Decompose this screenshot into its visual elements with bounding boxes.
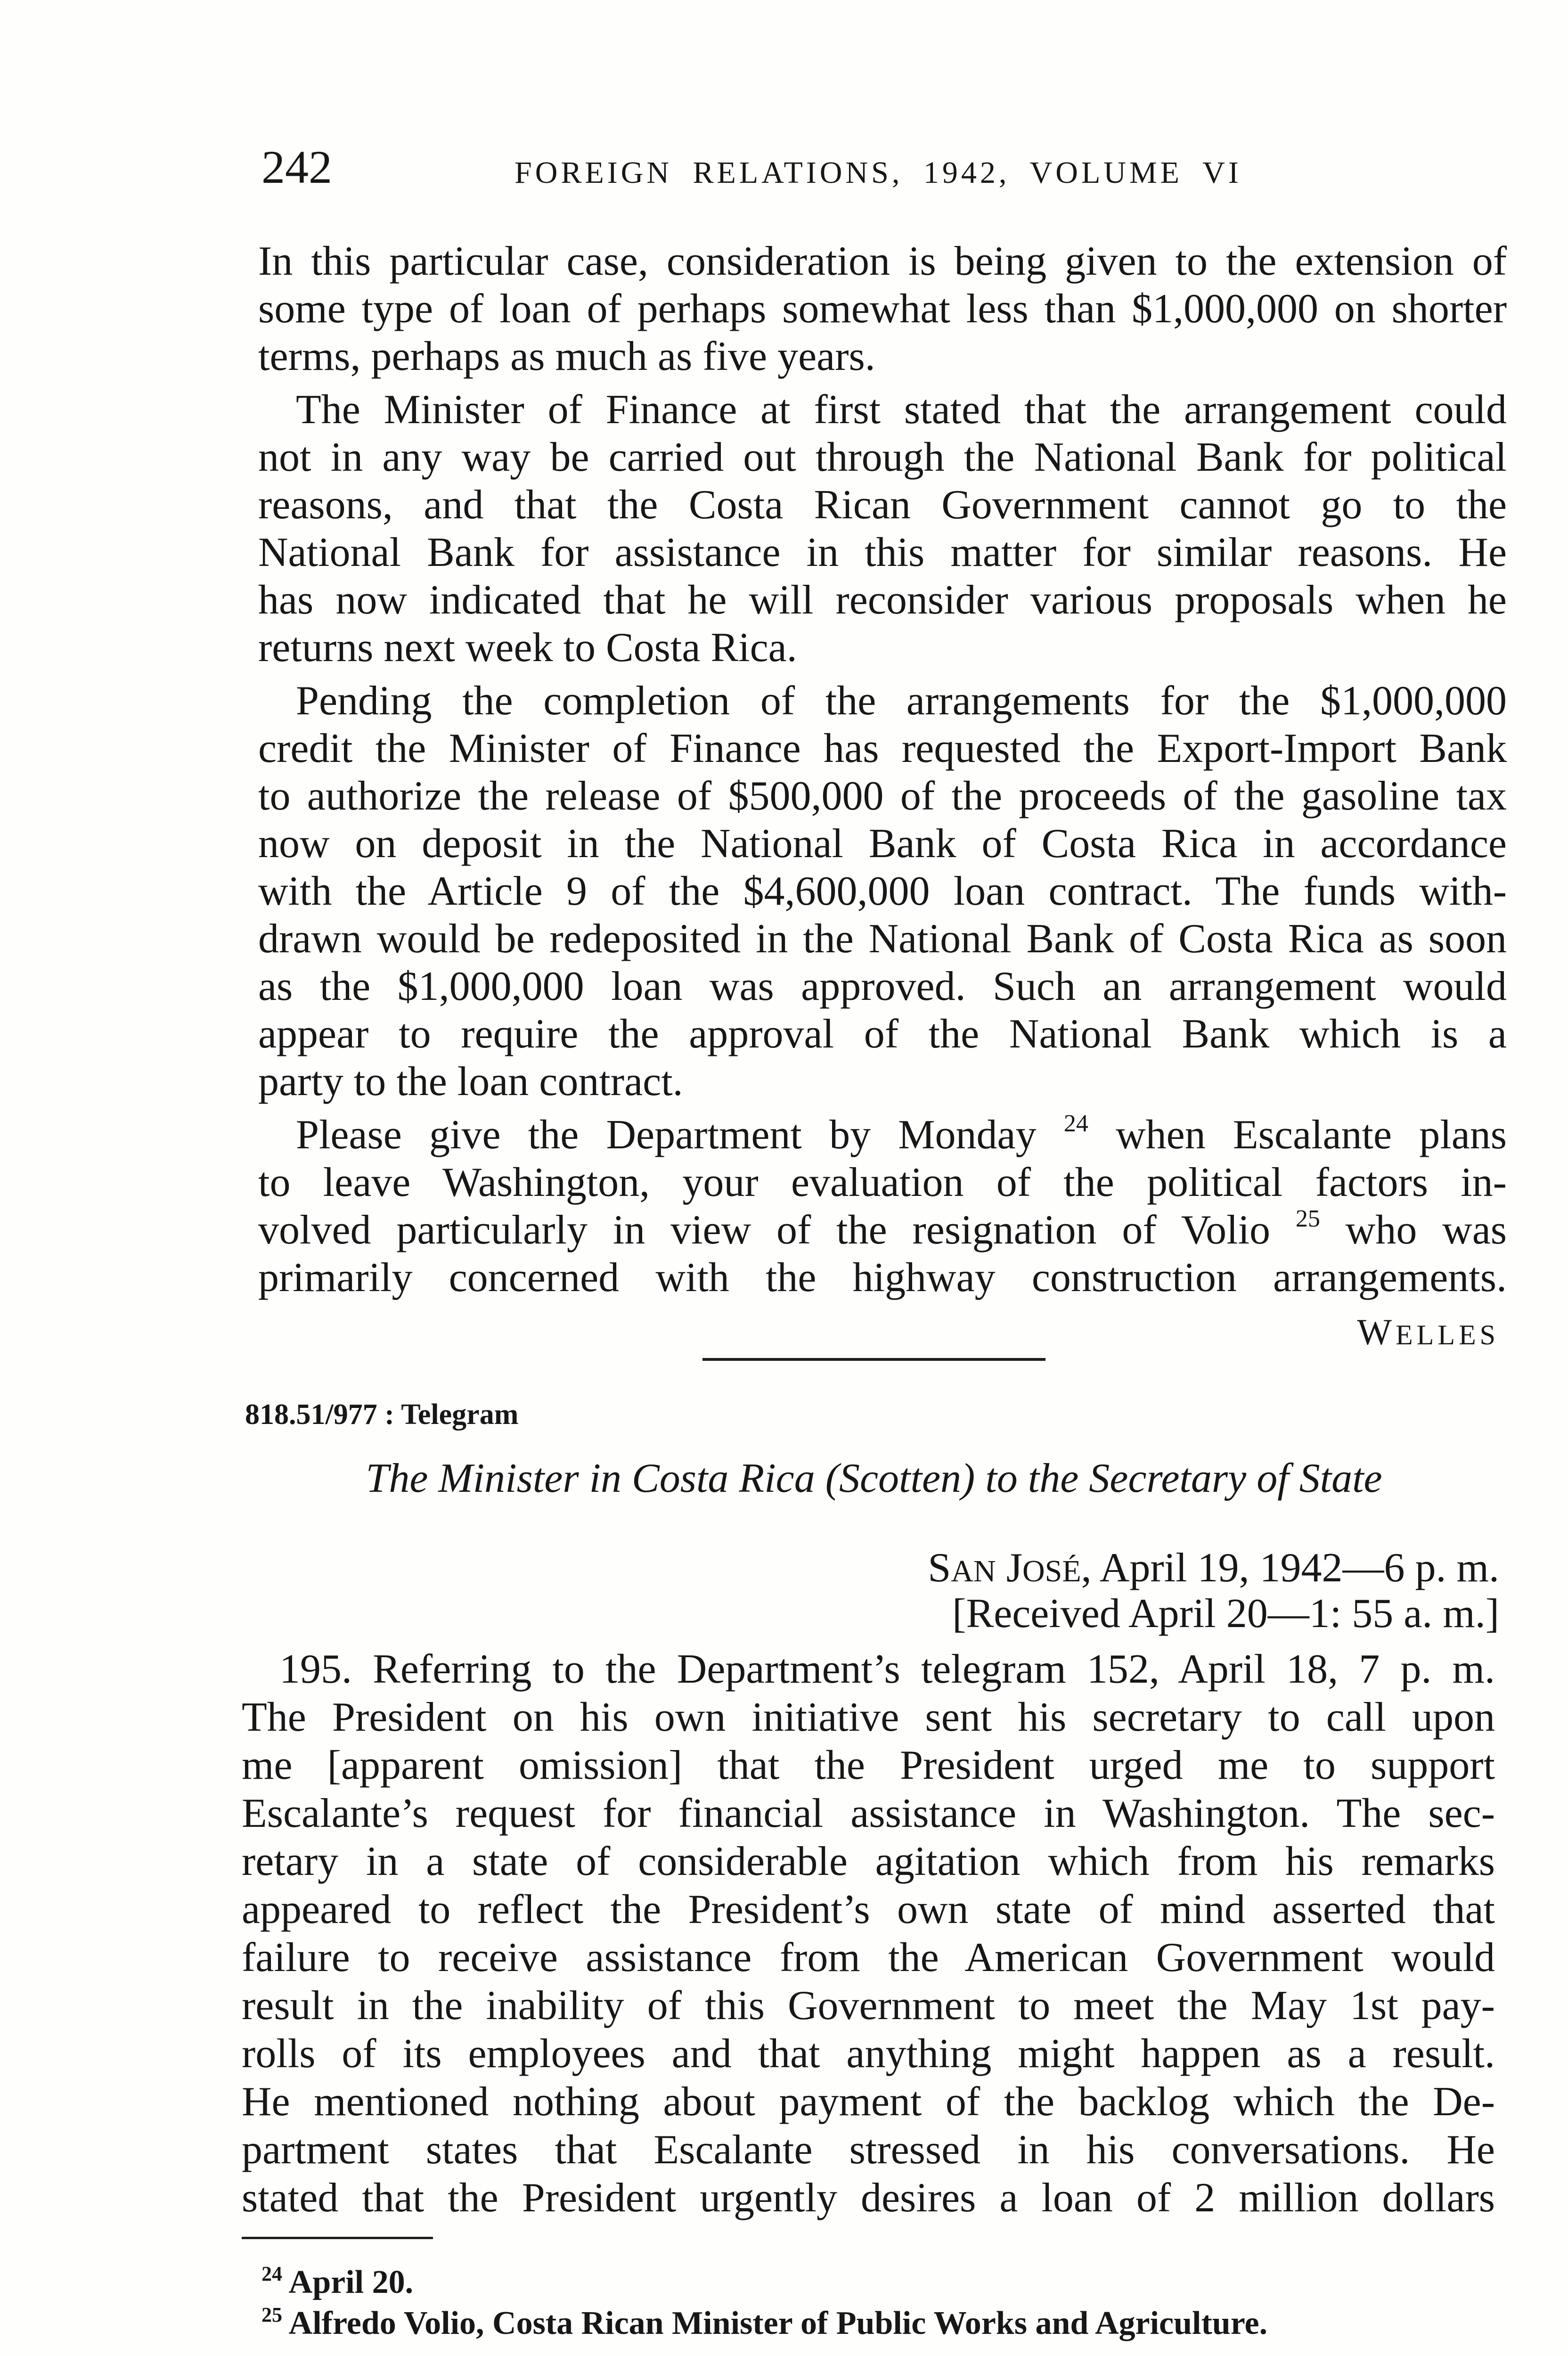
body-line: to leave Washington, your evaluation of the political factors in- (258, 1160, 1507, 1205)
body-line (258, 1206, 1507, 1254)
body-line: to authorize the release of $500,000 of the proceeds of the gasoline tax (258, 773, 1507, 819)
footnote-rule (242, 2237, 433, 2239)
body-line: credit the Minister of Finance has requested the Export-Import Bank (258, 726, 1507, 771)
body-line: party to the loan contract. (258, 1059, 683, 1104)
line-text: when Escalante plans (1116, 1112, 1507, 1158)
body-line: appear to require the approval of the National Bank which is a (258, 1011, 1507, 1057)
footnote (261, 2303, 1534, 2344)
footnote (261, 2262, 1534, 2303)
paragraph (242, 1645, 1495, 2222)
body-line (258, 1111, 1507, 1159)
body-line: result in the inability of this Government to meet the May 1st pay- (242, 1983, 1495, 2029)
footnote-marker: 25 (261, 2303, 282, 2326)
section-divider (702, 1358, 1045, 1361)
body-line: drawn would be redeposited in the National Bank of Costa Rica as soon (258, 916, 1507, 962)
footnote-text: Alfredo Volio, Costa Rican Minister of Public Works and Agriculture. (288, 2305, 1268, 2341)
line-text: Please give the Department by Monday (296, 1112, 1037, 1158)
body-line: The President on his own initiative sent his secretary to call upon (242, 1694, 1495, 1740)
line-text: volved particularly in view of the resignation of Volio (258, 1207, 1271, 1253)
body-line: Pending the completion of the arrangements for the $1,000,000 (296, 678, 1507, 724)
body-line: National Bank for assistance in this matter for similar reasons. He (258, 530, 1507, 575)
body-line: 195. Referring to the Department’s telegram 152, April 18, 7 p. m. (279, 1646, 1495, 1692)
dateline-date: , April 19, 1942—6 p. m. (1081, 1545, 1499, 1591)
paragraph (258, 1111, 1507, 1301)
paragraph (258, 237, 1507, 380)
body-line: The Minister of Finance at first stated that the arrangement could (296, 387, 1507, 433)
signature: WELLES (1357, 1311, 1499, 1352)
body-line: not in any way be carried out through the National Bank for political (258, 434, 1507, 480)
dateline-place: JOSÉ (1006, 1545, 1081, 1591)
running-title: FOREIGN RELATIONS, 1942, VOLUME VI (514, 155, 1242, 190)
body-line: returns next week to Costa Rica. (258, 625, 797, 671)
page-header (261, 141, 1510, 199)
paragraph (258, 386, 1507, 671)
body-line: retary in a state of considerable agitation which from his remarks (242, 1839, 1495, 1884)
body-line: with the Article 9 of the $4,600,000 loan contract. The funds with- (258, 868, 1507, 914)
footnote-ref-25: 25 (1295, 1205, 1320, 1232)
body-line: as the $1,000,000 loan was approved. Such an arrangement would (258, 964, 1507, 1009)
body-line: Escalante’s request for financial assistance in Washington. The sec- (242, 1791, 1495, 1836)
body-line: reasons, and that the Costa Rican Government cannot go to the (258, 482, 1507, 528)
body-line: partment states that Escalante stressed in his conversations. He (242, 2127, 1495, 2173)
footnotes (261, 2262, 1534, 2344)
document-body-telegram (242, 1645, 1495, 2222)
body-line: appeared to reflect the President’s own state of mind asserted that (242, 1887, 1495, 1932)
document-title: The Minister in Costa Rica (Scotten) to the Secretary of State (366, 1456, 1382, 1501)
file-number: 818.51/977 : Telegram (245, 1399, 519, 1431)
page-number: 242 (261, 141, 332, 193)
body-line: rolls of its employees and that anything might happen as a result. (242, 2031, 1495, 2077)
received-line: [Received April 20—1: 55 a. m.] (952, 1591, 1499, 1636)
body-line: terms, perhaps as much as five years. (258, 334, 875, 379)
body-line: me [apparent omission] that the President urged me to support (242, 1742, 1495, 1788)
body-line: failure to receive assistance from the American Government would (242, 1935, 1495, 1980)
footnote-ref-24: 24 (1063, 1110, 1088, 1137)
body-line: primarily concerned with the highway construction arrangements. (258, 1255, 1507, 1301)
body-line: In this particular case, consideration is being given to the extension of (258, 238, 1507, 284)
body-line: has now indicated that he will reconsider various proposals when he (258, 577, 1507, 623)
dateline (928, 1545, 1499, 1595)
paragraph (258, 677, 1507, 1105)
body-line: stated that the President urgently desires a loan of 2 million dollars (242, 2175, 1495, 2221)
body-line: some type of loan of perhaps somewhat less than $1,000,000 on shorter (258, 286, 1507, 332)
body-line: now on deposit in the National Bank of Costa Rica in accordance (258, 821, 1507, 867)
body-line: He mentioned nothing about payment of the backlog which the De- (242, 2079, 1495, 2125)
footnote-marker: 24 (261, 2262, 282, 2285)
line-text: who was (1345, 1207, 1507, 1253)
dateline-place: SAN (928, 1545, 996, 1591)
document-body-continued (258, 237, 1507, 1301)
footnote-text: April 20. (288, 2264, 414, 2300)
